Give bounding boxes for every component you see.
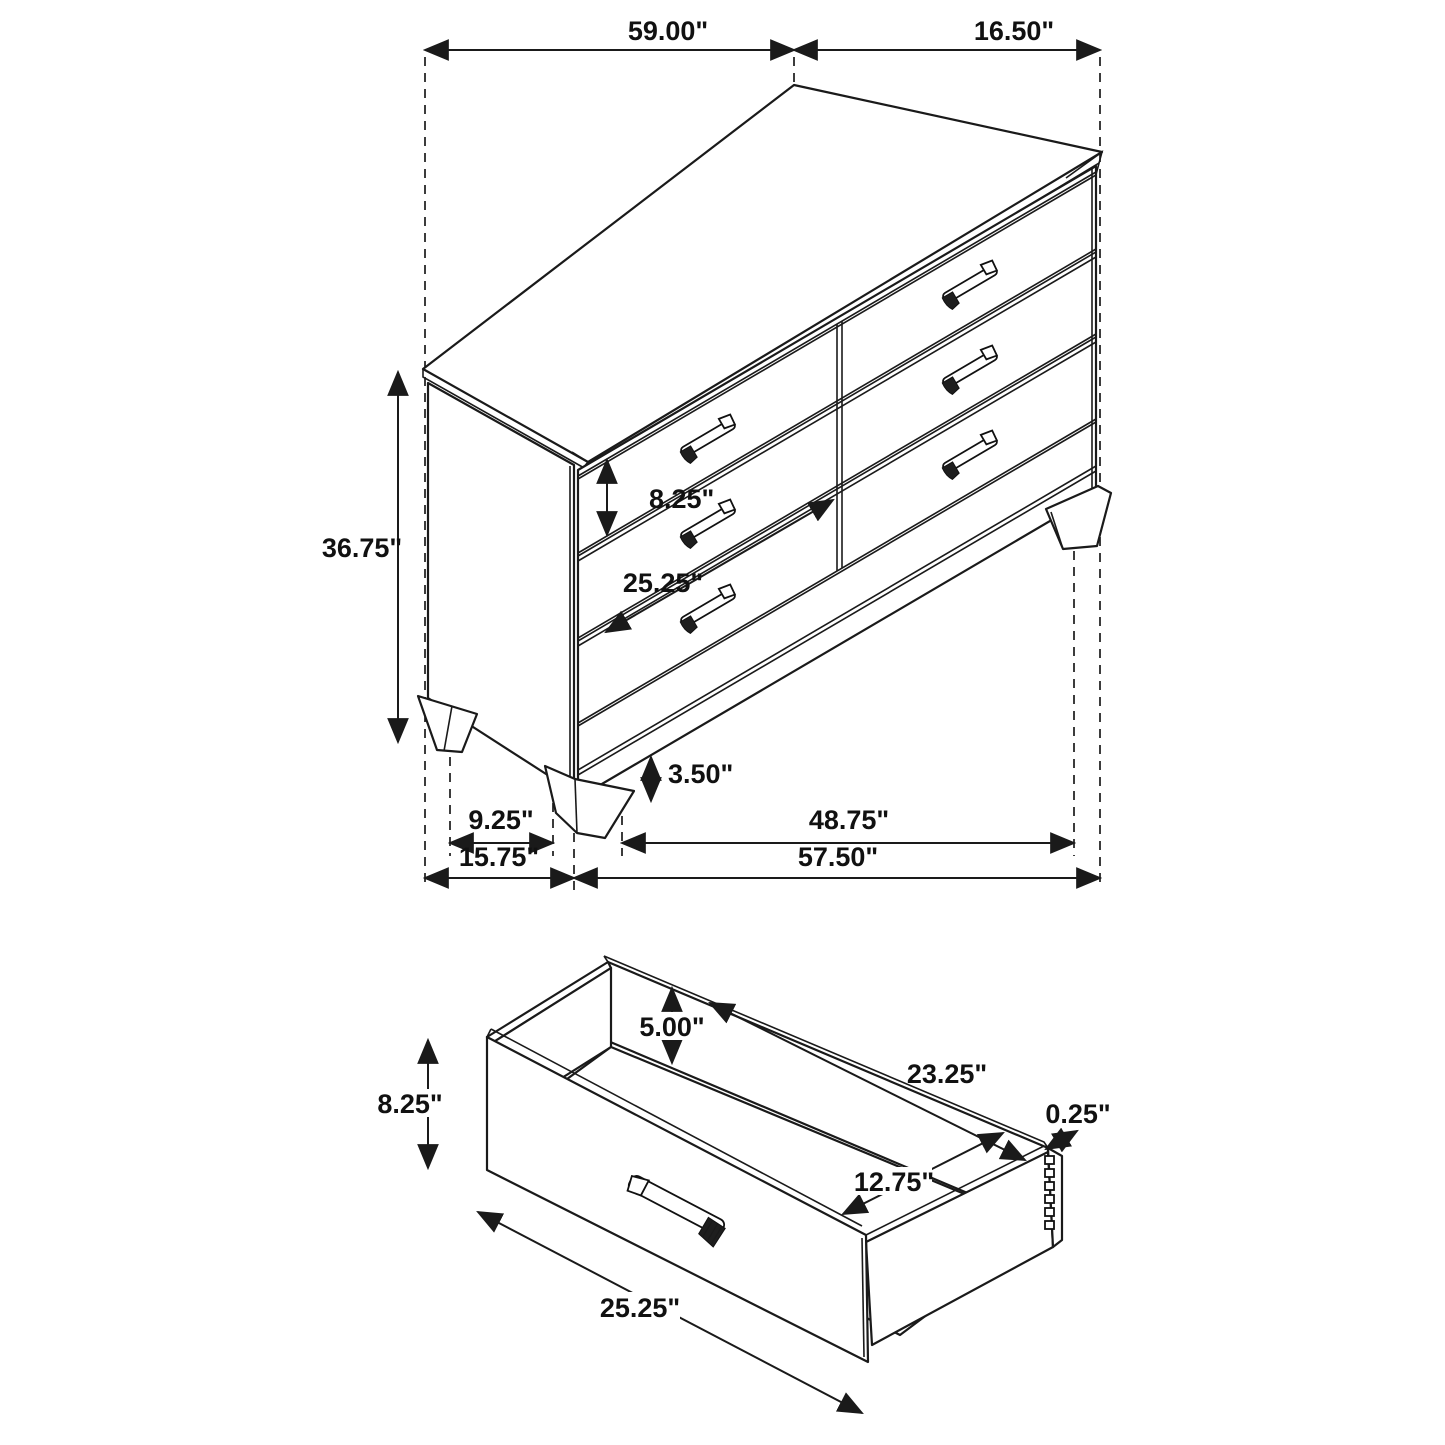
dresser-figure: [322, 16, 1111, 890]
dim-top-depth: [794, 16, 1100, 50]
dim-top-width: [425, 16, 794, 50]
dim-drawer-panel-thickness: [1045, 1099, 1110, 1149]
dim-drawer-panel-thickness-label: 0.25": [1045, 1099, 1111, 1129]
dim-base-depth: [425, 842, 574, 878]
dresser-body: [418, 85, 1111, 838]
dim-top-width-label: 59.00": [627, 16, 709, 46]
dim-drawer-inner-height-label: 5.00": [639, 1012, 705, 1042]
dim-front-feet-spacing-label: 48.75": [808, 805, 890, 835]
dim-base-width-label: 57.50": [797, 842, 879, 872]
dim-foot-height: [651, 757, 733, 801]
dim-drawer-inner-length-label: 23.25": [906, 1059, 988, 1089]
dim-drawer-front-height: [377, 1040, 442, 1168]
dim-base-width: [574, 842, 1100, 878]
dim-overall-height-label: 36.75": [321, 533, 403, 563]
dim-drawer-front-width-label: 25.25": [599, 1293, 681, 1323]
dim-top-depth-label: 16.50": [973, 16, 1055, 46]
dim-drawer-front-height-label: 8.25": [649, 484, 715, 514]
dim-base-depth-label: 15.75": [458, 842, 540, 872]
dim-drawer-front-height-label: 8.25": [377, 1089, 443, 1119]
dim-overall-height: [322, 372, 402, 742]
dim-foot-height-label: 3.50": [668, 759, 734, 789]
dim-drawer-inner-depth-label: 12.75": [853, 1167, 935, 1197]
dim-drawer-front-width-label: 25.25": [622, 568, 704, 598]
dim-side-foot-spacing: [450, 805, 553, 843]
dim-side-foot-spacing-label: 9.25": [468, 805, 534, 835]
dim-front-feet-spacing: [622, 805, 1074, 843]
drawer-figure: [377, 956, 1110, 1413]
